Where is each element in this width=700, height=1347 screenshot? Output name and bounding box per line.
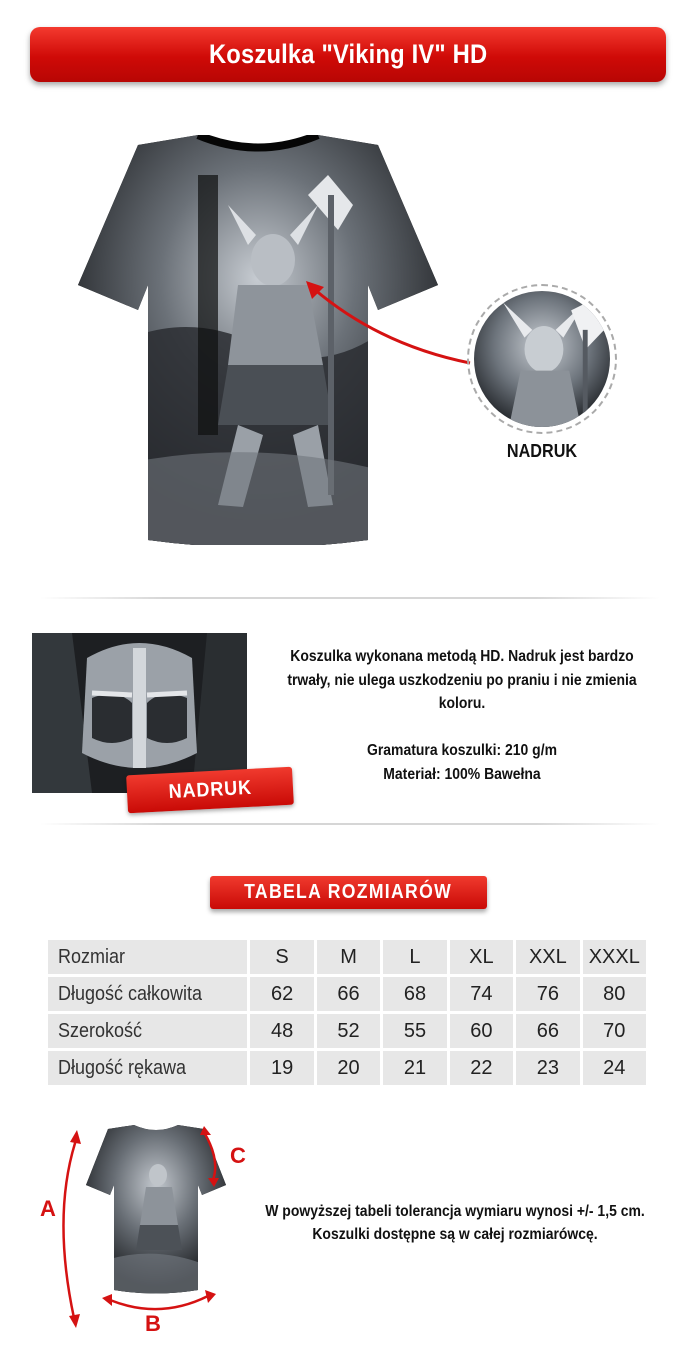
table-cell: 74 [450,977,513,1011]
table-cell: 52 [317,1014,380,1048]
dimension-label-a: A [40,1196,56,1221]
divider [40,823,660,825]
size-table-title [210,876,487,909]
table-header-cell: M [317,940,380,974]
table-header-cell: XXL [516,940,579,974]
print-detail-image [32,633,247,793]
tolerance-line: W powyższej tabeli tolerancja wymiaru wynosi +/- 1,5 cm. [265,1203,645,1220]
table-cell: 60 [450,1014,513,1048]
pointer-arrow-icon [300,275,480,375]
description-line: Koszulka wykonana metodą HD. Nadruk jest bardzo [290,648,634,665]
table-cell: 20 [317,1051,380,1085]
table-cell: 22 [450,1051,513,1085]
viking-print-icon [474,291,610,427]
table-cell: 21 [383,1051,446,1085]
table-header-cell: S [250,940,313,974]
table-cell: 48 [250,1014,313,1048]
title-bar [30,27,666,82]
print-badge-label: NADRUK [167,776,253,803]
description-line: trwały, nie ulega uszkodzeniu po praniu i nie zmienia [287,671,637,689]
table-cell: 66 [317,977,380,1011]
availability-line: Koszulki dostępne są w całej rozmiarówcę. [312,1226,598,1243]
fabric-material: Materiał: 100% Bawełna [383,765,541,783]
table-header-cell: Rozmiar [48,940,247,974]
dimension-label-c: C [230,1143,246,1168]
fabric-weight: Gramatura koszulki: 210 g/m [367,742,557,759]
table-header-row [48,940,646,974]
page-title: Koszulka "Viking IV" HD [208,39,488,69]
table-cell: 66 [516,1014,579,1048]
table-cell: 70 [583,1014,646,1048]
description-line: koloru. [438,695,486,712]
table-cell: 23 [516,1051,579,1085]
table-cell: 68 [383,977,446,1011]
zoom-label: NADRUK [506,441,578,461]
helmet-print-icon [32,633,247,793]
tolerance-note [240,1200,670,1246]
table-header-cell: L [383,940,446,974]
table-header-cell: XXXL [583,940,646,974]
print-zoom-circle [467,284,617,434]
table-row-label: Długość rękawa [48,1051,247,1085]
table-row-label: Szerokość [48,1014,247,1048]
table-cell: 24 [583,1051,646,1085]
divider [40,597,660,599]
table-cell: 76 [516,977,579,1011]
table-row [48,977,646,1011]
table-cell: 62 [250,977,313,1011]
size-table [45,937,649,1088]
table-row [48,1014,646,1048]
table-cell: 55 [383,1014,446,1048]
product-description [262,645,662,786]
table-header-cell: XL [450,940,513,974]
table-cell: 80 [583,977,646,1011]
table-row-label: Długość całkowita [48,977,247,1011]
table-row [48,1051,646,1085]
dimension-label-b: B [145,1311,161,1336]
size-table-title-label: TABELA ROZMIARÓW [244,881,453,903]
table-cell: 19 [250,1051,313,1085]
